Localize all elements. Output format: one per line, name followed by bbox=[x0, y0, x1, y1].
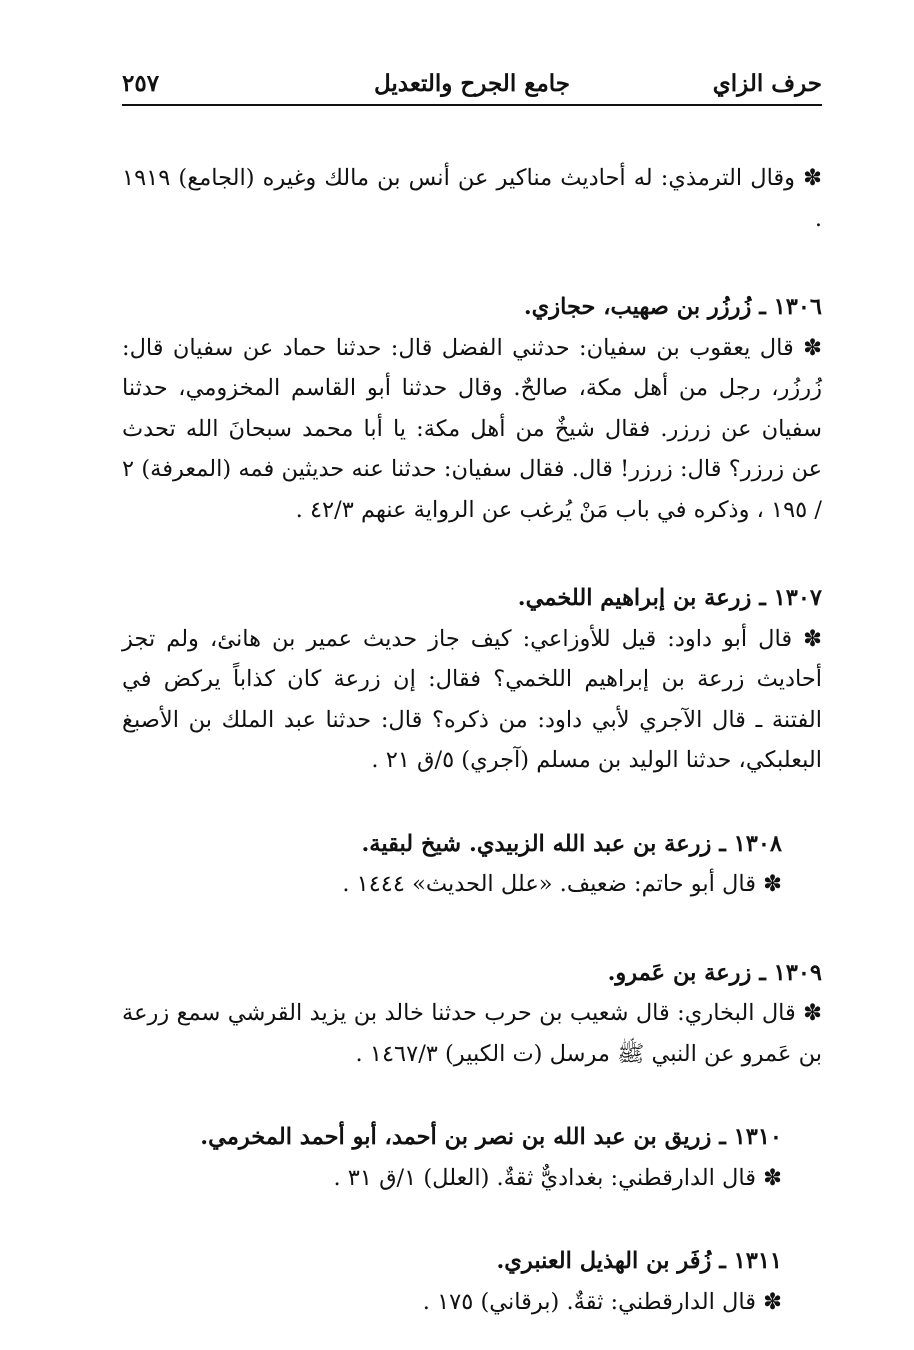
entry-1308 bbox=[122, 824, 822, 905]
intro-paragraph bbox=[122, 158, 822, 239]
entry-title: ١٣٠٦ ـ زُرزُر بن صهيب، حجازي. bbox=[523, 294, 822, 320]
entry-body: ✽ قال الدارقطني: ثقةٌ. (برقاني) ١٧٥ . bbox=[422, 1288, 782, 1315]
entry-body: ✽ قال أبو حاتم: ضعيف. «علل الحديث» ١٤٤٤ . bbox=[342, 871, 782, 897]
chapter-title: حرف الزاي bbox=[712, 70, 822, 97]
entry-body: ✽ قال يعقوب بن سفيان: حدثني الفضل قال: حدثنا حماد عن سفيان قال: زُرزُر، رجل من أهل مكة، صالحٌ. وقال حدثنا أبو القاسم المخزومي، حدثنا سفيان عن زرزر. فقال شيخٌ من أهل مكة: يا أبا محمد سبحانَ الله تحدث عن زرزر؟ قال: زرزر! قال. فقال سفيان: حدثنا عنه حديثين فمه (المعرفة) ٢ / ١٩٥ ، وذكره في باب مَنْ يُرغب عن الرواية عنهم ٤٢/٣ . bbox=[122, 334, 822, 523]
entry-body: ✽ قال البخاري: قال شعيب بن حرب حدثنا خالد بن يزيد القرشي سمع زرعة بن عَمرو عن النبي ﷺ مرسل (ت الكبير) ١٤٦٧/٣ . bbox=[122, 1000, 822, 1067]
entry-1306 bbox=[122, 287, 822, 530]
entry-title: ١٣١١ ـ زُفَر بن الهذيل العنبري. bbox=[496, 1248, 782, 1274]
book-page bbox=[122, 70, 822, 1322]
entry-title: ١٣٠٧ ـ زرعة بن إبراهيم اللخمي. bbox=[517, 585, 822, 611]
entry-title: ١٣١٠ ـ زريق بن عبد الله بن نصر بن أحمد، أبو أحمد المخرمي. bbox=[200, 1124, 782, 1150]
entry-1311 bbox=[122, 1241, 822, 1322]
page-header bbox=[122, 70, 822, 106]
entry-1307 bbox=[122, 578, 822, 781]
book-title: جامع الجرح والتعديل bbox=[373, 70, 571, 97]
entry-body: ✽ قال أبو داود: قيل للأوزاعي: كيف جاز حديث عمير بن هانئ، ولم تجز أحاديث زرعة بن إبراهيم اللخمي؟ فقال: إن زرعة كان كذاباً يركض في الفتنة ـ قال الآجري لأبي داود: من ذكره؟ قال: حدثنا عبد الملك بن الأصبغ البعلبكي، حدثنا الوليد بن مسلم (آجري) ٥/ق ٢١ . bbox=[122, 625, 822, 773]
entry-title: ١٣٠٩ ـ زرعة بن عَمرو. bbox=[607, 959, 822, 986]
page-number: ٢٥٧ bbox=[122, 70, 160, 97]
entry-1310 bbox=[122, 1117, 822, 1198]
entry-title: ١٣٠٨ ـ زرعة بن عبد الله الزبيدي. شيخ لبقية. bbox=[361, 830, 782, 857]
intro-text: ✽ وقال الترمذي: له أحاديث مناكير عن أنس بن مالك وغيره (الجامع) ١٩١٩ . bbox=[122, 165, 822, 232]
entry-body: ✽ قال الدارقطني: بغداديٌّ ثقةٌ. (العلل) ١/ق ٣١ . bbox=[333, 1164, 782, 1191]
entry-1309 bbox=[122, 953, 822, 1075]
